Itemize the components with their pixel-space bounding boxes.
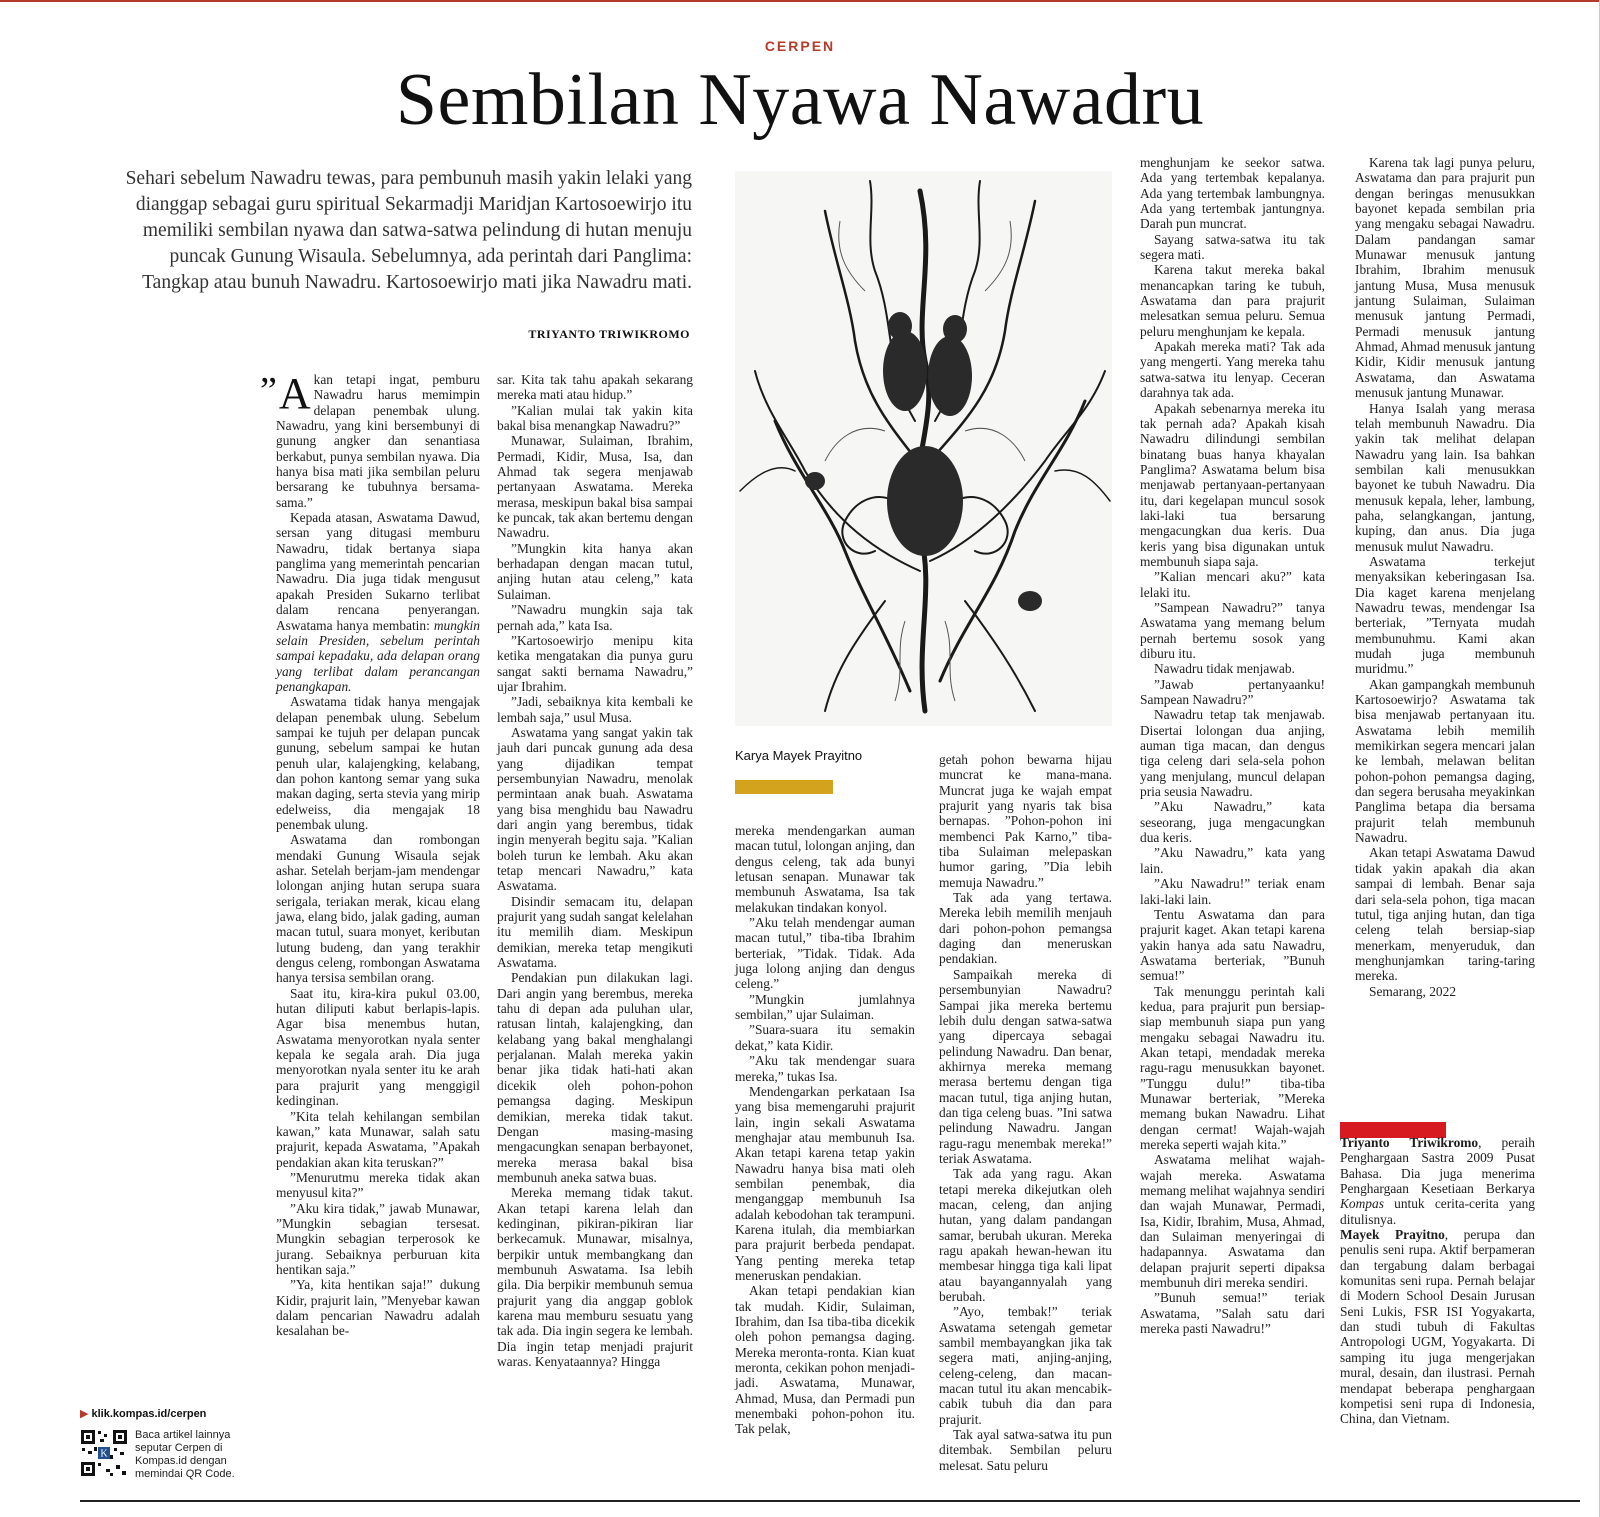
author-bios <box>1340 1135 1535 1495</box>
paragraph-text: kan tetapi ingat, pemburu Nawadru harus memimpin delapan penembak ulung. Nawadru, yang kini bersembunyi di gunung angker dan senantiasa berkabut, punya sembilan nyawa. Dia hanya bisa mati jika sembilan peluru bersarang ke tubuhnya bersama-sama.” <box>276 372 480 510</box>
paragraph: ”Aku Nawadru,” kata yang lain. <box>1140 845 1325 876</box>
paragraph: Tak ayal satwa-satwa itu pun ditembak. Sembilan peluru melesat. Satu peluru <box>939 1427 1112 1473</box>
paragraph: ”Mungkin kita hanya akan berhadapan dengan macan tutul, anjing hutan atau celeng,” kata Sulaiman. <box>497 540 693 602</box>
drop-cap: A <box>278 369 311 418</box>
paragraph: ”Aku telah mendengar auman macan tutul,” tiba-tiba Ibrahim berteriak, ”Tidak. Tidak. Ada juga lolong anjing dan dengus celeng.” <box>735 915 915 992</box>
paragraph: Nawadru tetap tak menjawab. Disertai lolongan dua anjing, auman tiga macan, dan dengus tiga celeng dari sela-sela pohon yang menjulang, muncul delapan pria seusia Nawadru. <box>1140 707 1325 800</box>
paragraph: Tak menunggu perintah kali kedua, para prajurit pun bersiap-siap membunuh siapa pun yang mengaku sebagai Nawadru itu. Akan tetapi, mendadak mereka ragu-ragu menusukkan bayonet. ”Tunggu dulu!” tiba-tiba Munawar berteriak, ”Mereka memang bukan Nawadru. Lihat dengan cermat! Wajah-wajah mereka seperti wajah kita.” <box>1140 983 1325 1152</box>
ink-drawing-image <box>735 171 1112 726</box>
paragraph: Akan tetapi pendakian kian tak mudah. Kidir, Sulaiman, Ibrahim, dan Isa tiba-tiba dicekik oleh pohon pemangsa daging. Mereka meronta-ronta. Kian kuat meronta, cekikan pohon menjadi-jadi. Aswatama, Munawar, Ahmad, Musa, dan Permadi pun menembaki pohon-pohon itu. Tak pelak, <box>735 1283 915 1437</box>
arrow-right-icon: ▶ <box>80 1408 89 1420</box>
story-illustration <box>735 171 1112 726</box>
paragraph: Akan gampangkah membunuh Kartosoewirjo? Aswatama tak bisa menjawab pertanyaan itu. Aswatama lebih memilih memikirkan segera mencari jalan ke lembah, melawan belitan pohon-pohon pemangsa daging, dan segera berusaha meyakinkan Panglima betapa dia bersama prajurit telah membunuh Nawadru. <box>1355 676 1535 846</box>
story-title: Sembilan Nyawa Nawadru <box>395 59 1205 141</box>
paragraph: getah pohon bewarna hijau muncrat ke mana-mana. Muncrat juga ke wajah empat prajurit yang nyaris tak bisa bernapas. ”Pohon-pohon ini membenci Pak Karno,” tiba-tiba Sulaiman melepaskan humor garing, ”Dia lebih memuja Nawadru.” <box>939 752 1112 890</box>
bio-author-text-b: untuk cerita-cerita yang ditulisnya. <box>1340 1196 1535 1227</box>
paragraph: sar. Kita tak tahu apakah sekarang mereka mati atau hidup.” <box>497 372 693 403</box>
paragraph: Aswatama dan rombongan mendaki Gunung Wisaula sejak ashar. Setelah berjam-jam mendengar lolongan anjing hutan serupa suara serigala, teriakan merak, kicau elang jawa, elang bido, jalak gading, auman macan tutul, suara monyet, keributan lutung budeng, dan yang terakhir dengus celeng, rombongan Aswatama hanya tersisa sembilan orang. <box>276 832 480 986</box>
paragraph: Apakah mereka mati? Tak ada yang mengerti. Yang mereka tahu satwa-satwa itu lenyap. Ceceran darahnya tak ada. <box>1140 339 1325 401</box>
paragraph: Munawar, Sulaiman, Ibrahim, Permadi, Kidir, Musa, Isa, dan Ahmad tak segera menjawab pertanyaan Aswatama. Mereka merasa, meskipun bakal bisa sampai ke puncak, tak akan bertemu dengan Nawadru. <box>497 433 693 541</box>
bio-author-name: Triyanto Triwikromo <box>1340 1135 1479 1150</box>
story-column-5 <box>1140 155 1325 1492</box>
paragraph: ”Nawadru mungkin saja tak pernah ada,” kata Isa. <box>497 602 693 633</box>
paragraph: ”Aku kira tidak,” jawab Munawar, ”Mungkin sebagian tersesat. Mungkin sebagian terperosok ke jurang. Sebaiknya perburuan kita hentikan saja.” <box>276 1200 480 1277</box>
paragraph: ”Ya, kita hentikan saja!” dukung Kidir, prajurit lain, ”Menyebar kawan dalam pencarian Nawadru adalah kesalahan be- <box>276 1277 480 1339</box>
story-column-6 <box>1355 155 1535 1055</box>
bio-illustrator <box>1340 1227 1535 1426</box>
qr-code-icon[interactable] <box>80 1429 128 1477</box>
paragraph: Saat itu, kira-kira pukul 03.00, hutan diliputi kabut berlapis-lapis. Agar bisa menembus hutan, Aswatama menyorotkan nyala senter kepala ke segala arah. Dia juga menyorotkan nyala senter itu ke arah para prajurit yang menggigil kedinginan. <box>276 985 480 1109</box>
paragraph: Aswatama terkejut menyaksikan keberingasan Isa. Dia kaget karena menjelang Nawadru tewas, mendengar Isa berteriak, ”Ternyata mudah membunuhmu. Kami akan mudah juga membunuh muridmu.” <box>1355 553 1535 677</box>
paragraph: Sampaikah mereka di persembunyian Nawadru? Sampai jika mereka bertemu lebih dulu dengan satwa-satwa yang dipercaya sebagai pelindung Nawadru. Dan benar, akhirnya mereka memang merasa bertemu dengan tiga macan tutul, tiga anjing hutan, dan tiga celeng buas. ”Ini satwa pelindung Nawadru. Jangan ragu-ragu menembak mereka!” teriak Aswatama. <box>939 966 1112 1166</box>
promo-text: Baca artikel lainnya seputar Cerpen di Kompas.id dengan memindai QR Code. <box>135 1429 235 1480</box>
opening-paragraph <box>260 369 480 510</box>
paragraph: ”Jadi, sebaiknya kita kembali ke lembah saja,” usul Musa. <box>497 694 693 725</box>
paragraph: Karena takut mereka bakal menancapkan taring ke tubuh, Aswatama dan para prajurit melesatkan semua peluru. Semua peluru menghunjam ke kepala. <box>1140 262 1325 339</box>
paragraph: Nawadru tidak menjawab. <box>1154 661 1295 677</box>
paragraph: Karena tak lagi punya peluru, Aswatama dan para prajurit pun dengan beringas menusukkan bayonet kepada sembilan pria yang mengaku sebagai Nawadru. Dalam pandangan samar Munawar menusuk jantung Ibrahim, Ibrahim menusuk jantung Musa, Musa menusuk jantung Sulaiman, Sulaiman menusuk jantung Permadi, Permadi menusuk jantung Ahmad, Ahmad menusuk jantung Kidir, Kidir menusuk jantung Aswatama, dan Aswatama menusuk jantung Munawar. <box>1355 155 1536 401</box>
paragraph: Mereka memang tidak takut. Akan tetapi karena lelah dan kedinginan, pikiran-pikiran liar berkecamuk. Munawar, misalnya, berpikir untuk membangkang dan membunuh Aswatama. Isa lebih gila. Dia berpikir membunuh semua prajurit yang dia anggap goblok karena mau memburu sesuatu yang tak ada. Dia ingin segera ke lembah. Dia ingin tetap menjadi prajurit waras. Kenyataannya? Hingga <box>497 1185 693 1369</box>
svg-text:K: K <box>100 1448 108 1460</box>
caption-accent-bar <box>735 780 833 794</box>
bio-author-text-a: , peraih Penghargaan Sastra 2009 Pusat Bahasa. Dia juga menerima Penghargaan Kesetiaan Berkarya <box>1340 1135 1536 1197</box>
paragraph: menghunjam ke seekor satwa. Ada yang tertembak kepalanya. Ada yang tertembak lambungnya. Ada yang tertembak jantungnya. Darah pun muncrat. <box>1140 155 1325 232</box>
kompas-cerpen-link[interactable] <box>80 1407 206 1420</box>
paragraph: Apakah sebenarnya mereka itu tak pernah ada? Apakah kisah Nawadru dilindungi sembilan binatang buas hanya khayalan Panglima? Aswatama belum bisa menjawab pertanyaan-pertanyaan itu, dari kegelapan muncul sosok laki-laki tua bersarung mengacungkan dua keris. Dua keris yang bisa digunakan untuk membunuh siapa saja. <box>1140 400 1325 569</box>
bio-author <box>1340 1135 1535 1227</box>
top-rule <box>0 0 1600 2</box>
paragraph: ”Menurutmu mereka tidak akan menyusul kita?” <box>276 1169 480 1201</box>
paragraph: mereka mendengarkan auman macan tutul, lolongan anjing, dan dengus celeng, tak ada bunyi letusan senapan. Munawar tak membunuh Aswatama, Isa tak melakukan tindakan konyol. <box>735 823 915 915</box>
paragraph <box>276 510 480 694</box>
paragraph: Aswatama melihat wajah-wajah mereka. Aswatama memang melihat wajahnya sendiri dan wajah Munawar, Permadi, Isa, Kidir, Ibrahim, Musa, Ahmad, dan Sulaiman menyeringai di hadapannya. Aswatama dan delapan prajurit seperti dipaksa membunuh diri mereka sendiri. <box>1140 1152 1325 1291</box>
paragraph: ”Kita telah kehilangan sembilan kawan,” kata Munawar, salah satu prajurit, kepada Aswatama, ”Apakah pendakian akan kita teruskan?” <box>276 1108 480 1170</box>
lead-text: Sehari sebelum Nawadru tewas, para pembunuh masih yakin lelaki yang dianggap sebagai guru spiritual Sekarmadji Maridjan Kartosoewirjo itu memiliki sembilan nyawa dan satwa-satwa pelindung di hutan menuju puncak Gunung Wisaula. Sebelumnya, ada perintah dari Panglima: Tangkap atau bunuh Nawadru. Kartosoewirjo mati jika Nawadru mati. <box>125 168 692 293</box>
illustration-caption: Karya Mayek Prayitno <box>735 748 863 763</box>
dateline: Semarang, 2022 <box>1369 983 1457 999</box>
paragraph: Tentu Aswatama dan para prajurit kaget. Akan tetapi karena yakin hanya ada satu Nawadru, Aswatama berteriak, ”Bunuh semua!” <box>1140 906 1325 984</box>
bottom-rule <box>80 1500 1580 1502</box>
story-column-3 <box>735 823 915 1493</box>
paragraph-text: Kepada atasan, Aswatama Dawud, sersan yang ditugasi memburu Nawadru, tidak bertanya siapa panglima yang memerintah pencarian Nawadru. Dia juga tidak mengusut apakah Presiden Sukarno terlibat dalam rencana penyerangan. Aswatama hanya membatin: <box>276 510 480 633</box>
lead-paragraph <box>100 166 692 296</box>
paragraph: ”Kartosoewirjo menipu kita ketika mengatakan dia punya guru sangat sakti bernama Nawadru,” ujar Ibrahim. <box>497 632 693 694</box>
paragraph: Sayang satwa-satwa itu tak segera mati. <box>1140 231 1325 263</box>
paragraph: Mendengarkan perkataan Isa yang bisa memengaruhi prajurit lain, ingin sekali Aswatama menghajar atau membunuh Isa. Akan tetapi karena tetap yakin Nawadru hanya bisa mati oleh sembilan penembak, dia menganggap membunuh Isa adalah kebodohan tak terampuni. Karena itulah, dia membiarkan para prajurit berbeda pendapat. Yang penting mereka tetap meneruskan pendakian. <box>735 1083 915 1283</box>
paragraph-italic: mungkin selain Presiden, sebelum perintah sampai kepadaku, ada delapan orang yang terlibat dalam perancangan penangkapan. <box>276 617 480 694</box>
paragraph: ”Mungkin jumlahnya sembilan,” ujar Sulaiman. <box>735 991 915 1023</box>
paragraph: Aswatama tidak hanya mengajak delapan penembak ulung. Sebelum sampai ke tujuh per delapan puncak gunung, sebelum sampai ke hutan penuh ular, kalajengking, kelabang, dan pohon kantong semar yang suka makan daging, serta stevia yang mirip edelweiss, dia mengajak 18 penembak ulung. <box>276 694 480 832</box>
paragraph: Akan tetapi Aswatama Dawud tidak yakin apakah dia akan sampai di lembah. Benar saja dari sela-sela pohon, tiga macan tutul, tiga anjing hutan, dan tiga celeng telah bersiap-siap menerkam, menyeruduk, dan menghunjamkan taring-taring mereka. <box>1355 845 1535 984</box>
paragraph: ”Aku Nawadru,” kata seseorang, juga mengacungkan dua keris. <box>1140 799 1325 846</box>
paragraph: ”Ayo, tembak!” teriak Aswatama setengah gemetar sambil membayangkan jika tak segera mati, anjing-anjing, celeng-celeng, dan macan-macan tutul itu akan mencabik-cabik tubuh dia dan para prajurit. <box>939 1304 1112 1427</box>
paragraph: Pendakian pun dilakukan lagi. Dari angin yang berembus, mereka tahu di depan ada puluhan ular, ratusan lintah, kalajengking, dan kelabang yang bakal menghalangi perjalanan. Malah mereka yakin benar jika tidak hati-hati akan dicekik oleh pohon-pohon pemangsa daging. Meskipun demikian, mereka tidak takut. Dengan masing-masing mengacungkan senapan berbayonet, mereka merasa bakal bisa membunuh aneka satwa buas. <box>497 970 693 1185</box>
story-column-1 <box>260 369 480 1492</box>
author-byline: TRIYANTO TRIWIKROMO <box>528 327 690 341</box>
paragraph: Hanya Isalah yang merasa telah membunuh Nawadru. Dia yakin tak melihat delapan Nawadru yang lain. Isa bahkan sembilan kali menusukkan bayonet ke tubuh Nawadru. Dia menusuk kepala, leher, lambung, paha, selangkangan, jantung, kuping, dan anus. Dia juga menusuk mulut Nawadru. <box>1355 400 1535 554</box>
bio-author-italic: Kompas <box>1340 1196 1384 1212</box>
paragraph: ”Suara-suara itu semakin dekat,” kata Kidir. <box>735 1022 915 1053</box>
paragraph: Tak ada yang ragu. Akan tetapi mereka dikejutkan oleh macan, celeng, dan anjing hutan, yang dalam pandangan samar, berubah ukuran. Mereka ragu apakah hewan-hewan itu membesar hingga tiga kali lipat atau bayangannyalah yang berubah. <box>939 1166 1112 1305</box>
bio-illustrator-text: , perupa dan penulis seni rupa. Aktif berpameran dan tergabung dalam berbagai komunitas seni rupa. Pernah belajar di Modern School Desain Jurusan Seni Lukis, FSR ISI Yogyakarta, dan studi tubuh di Fakultas Antropologi UGM, Yogyakarta. Di samping itu juga mengerjakan mural, desain, dan ilustrasi. Pernah mendapat beberapa penghargaan kompetisi seni rupa di Indonesia, China, dan Vietnam. <box>1340 1227 1535 1427</box>
story-column-4 <box>939 752 1112 1493</box>
section-label: CERPEN <box>764 38 836 54</box>
bio-illustrator-name: Mayek Prayitno <box>1340 1227 1445 1243</box>
paragraph: ”Kalian mulai tak yakin kita bakal bisa menangkap Nawadru?” <box>497 402 693 434</box>
paragraph: ”Aku tak mendengar suara mereka,” tukas Isa. <box>735 1053 915 1084</box>
paragraph: ”Kalian mencari aku?” kata lelaki itu. <box>1140 569 1325 600</box>
paragraph: Disindir semacam itu, delapan prajurit yang sudah sangat kelelahan itu memilih diam. Meskipun demikian, mereka tetap mengikuti Aswatama. <box>497 893 693 971</box>
paragraph: Aswatama yang sangat yakin tak jauh dari puncak gunung ada desa yang dijadikan tempat persembunyian Nawadru, menolak permintaan anak buah. Aswatama yang bisa menghidu bau Nawadru dari angin yang berembus, tidak ingin menyerah begitu saja. ”Kalian boleh turun ke lembah. Aku akan tetap mencari Nawadru,” kata Aswatama. <box>497 724 693 894</box>
paragraph: ”Jawab pertanyaanku! Sampean Nawadru?” <box>1140 676 1325 708</box>
opening-quote-mark: ” <box>260 370 277 412</box>
paragraph: ”Bunuh semua!” teriak Aswatama, ”Salah satu dari mereka pasti Nawadru!” <box>1140 1290 1325 1337</box>
paragraph: ”Aku Nawadru!” teriak enam laki-laki lain. <box>1140 876 1325 907</box>
story-column-2 <box>497 372 693 1492</box>
paragraph: Tak ada yang tertawa. Mereka lebih memilih menjauh dari pohon-pohon pemangsa daging dan meneruskan pendakian. <box>939 890 1112 967</box>
paragraph: ”Sampean Nawadru?” tanya Aswatama yang memang belum pernah bertemu sosok yang diburu itu. <box>1140 599 1325 661</box>
promo-link-text: klik.kompas.id/cerpen <box>91 1408 207 1420</box>
